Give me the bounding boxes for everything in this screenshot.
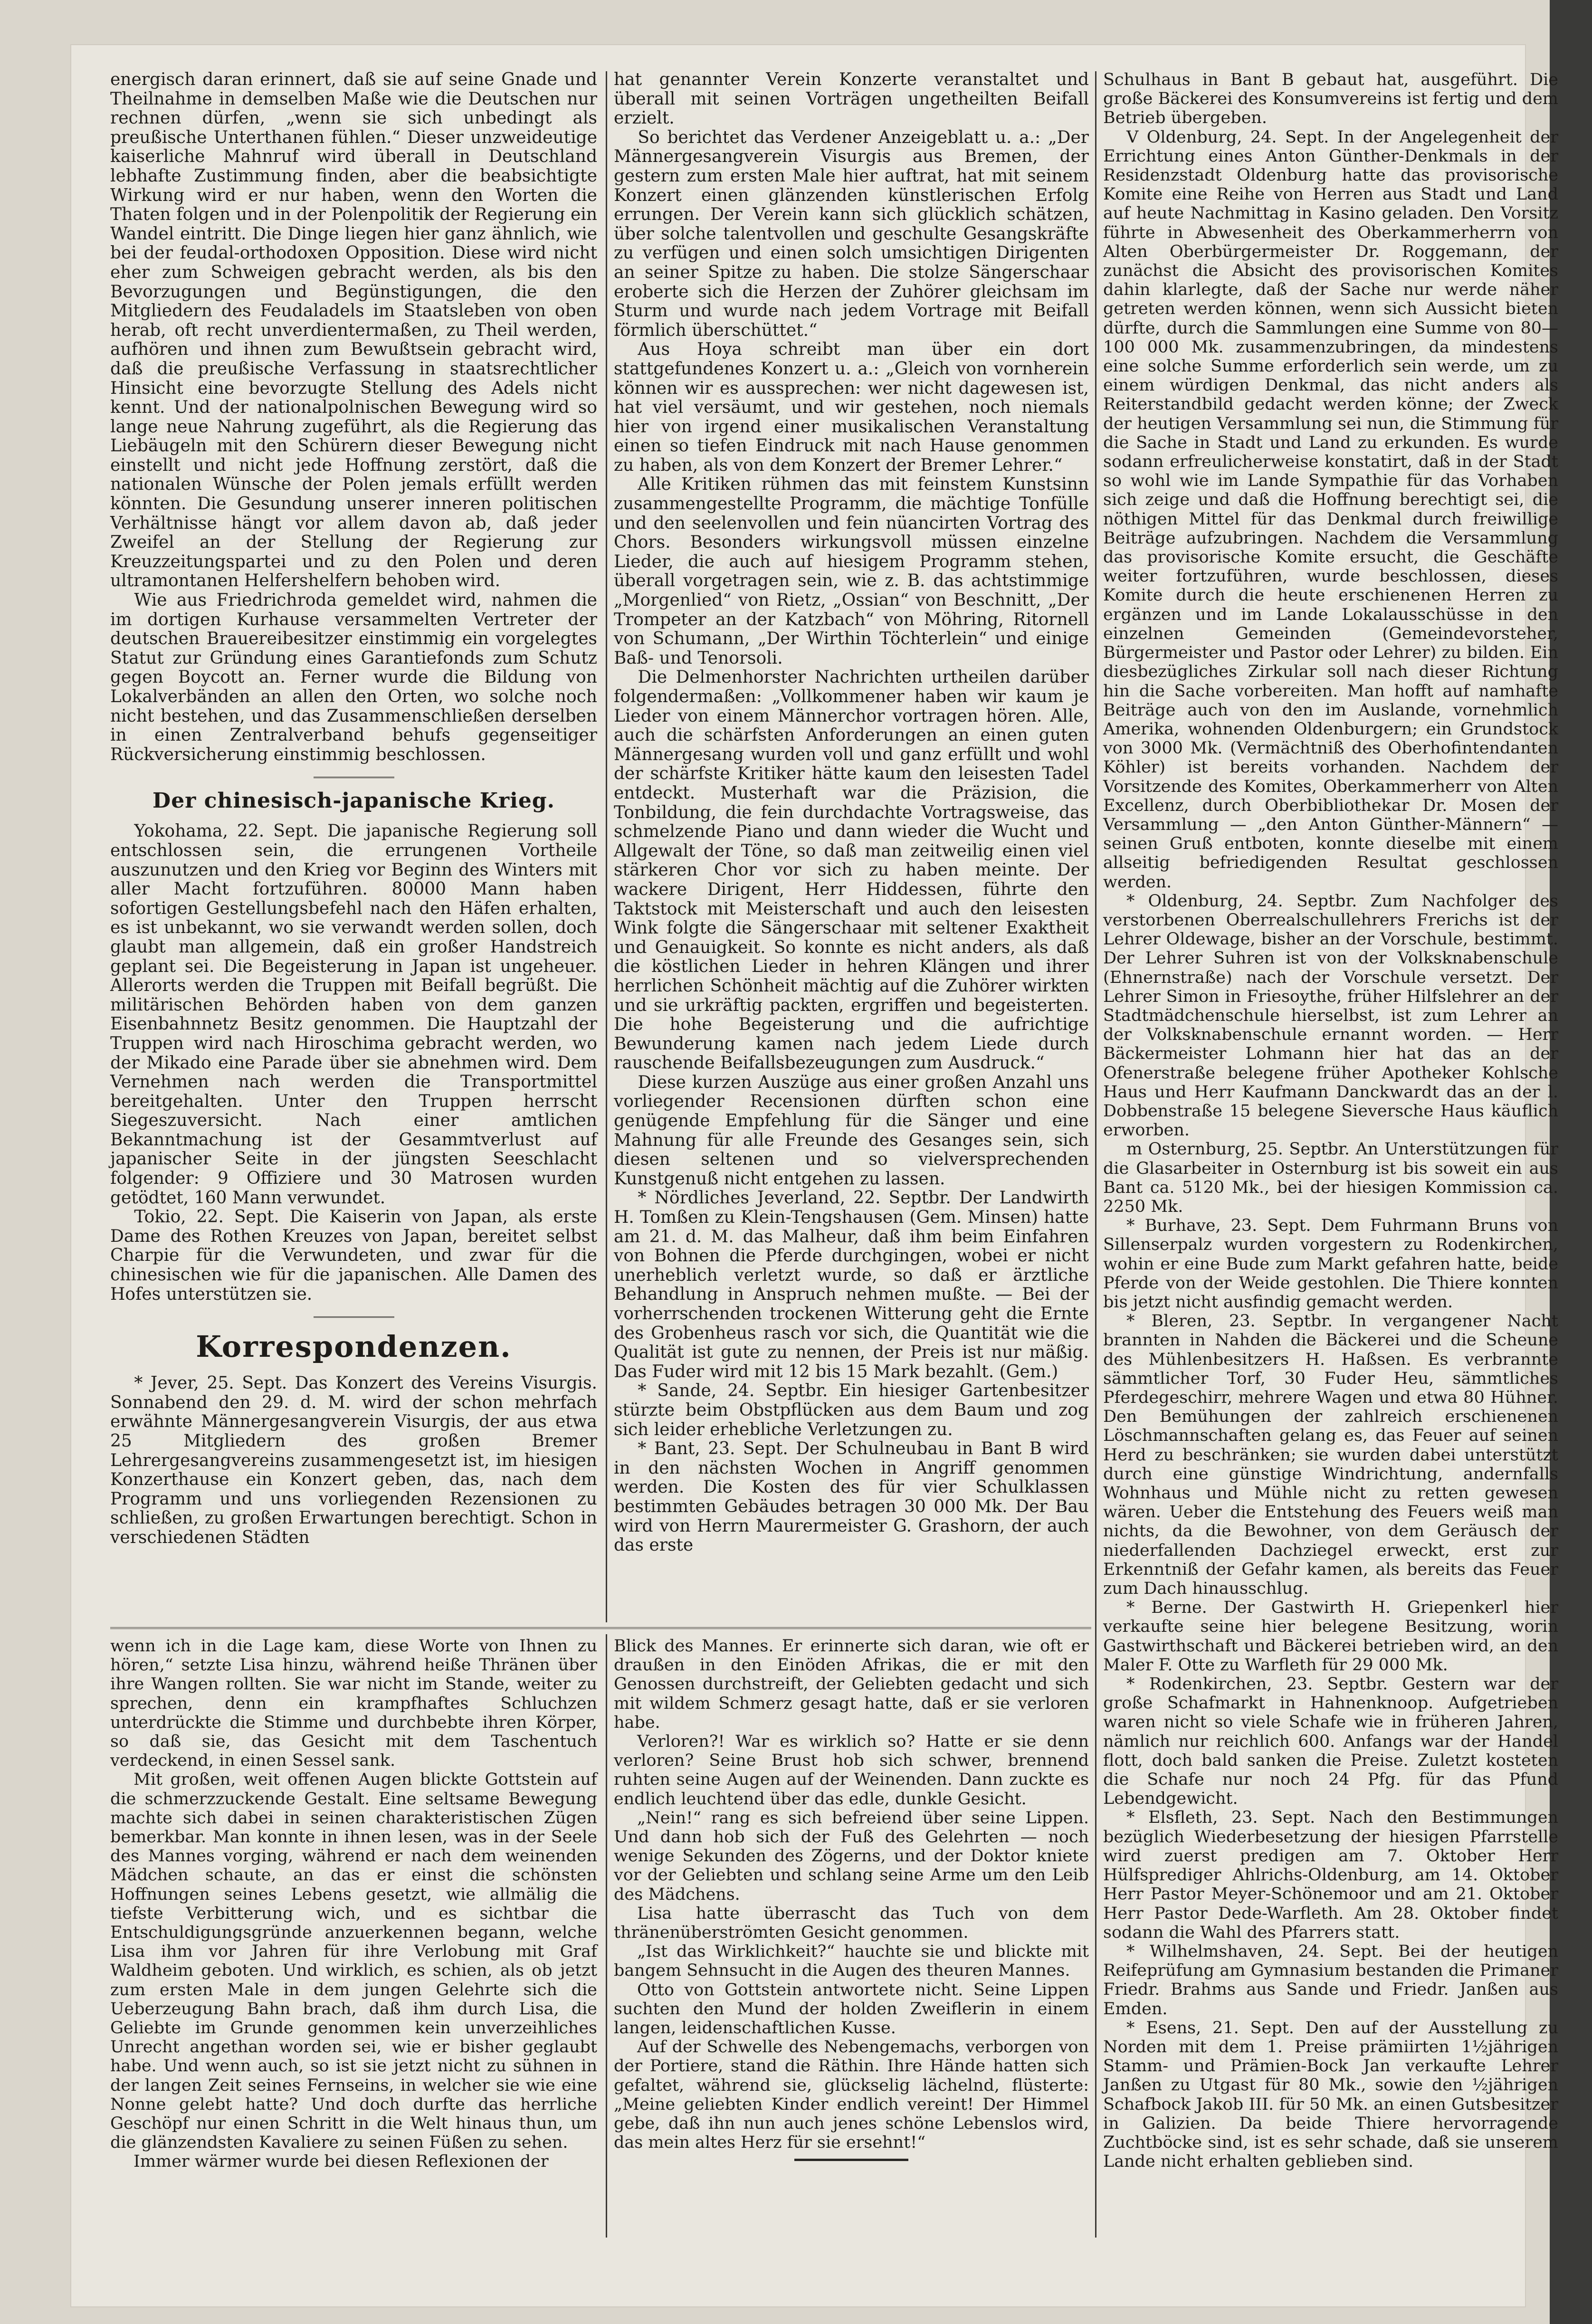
feuilleton-paragraph: Otto von Gottstein antwortete nicht. Seine Lippen suchten den Mund der holden Zweiflerin in einem langen, leidenschaftlichen Kusse. bbox=[614, 1980, 1089, 2038]
article-esens: * Esens, 21. Sept. Den auf der Ausstellung zu Norden mit dem 1. Preise prämiirten 1½jährigen Stamm- und Prämien-Bock Jan verkaufte Lehrer Janßen zu Utgast für 80 Mk., sowie den ½jährigen Schafbock Jakob III. für 50 Mk. an einen Gutsbesitzer in Galizien. Da beide Thiere hervorragende Zuchtböcke sind, ist es sehr schade, daß sie unserem Lande nicht erhalten geblieben sind. bbox=[1103, 2018, 1558, 2172]
article-hoya: Aus Hoya schreibt man über ein dort stattgefundenes Konzert u. a.: „Gleich von vornherein können wir es aussprechen: wer nicht dagewesen ist, hat viel versäumt, und wir gestehen, noch niemals hier von irgend einer musikalischen Veranstaltung einen so tiefen Eindruck mit nach Hause genommen zu haben, als von dem Konzert der Bremer Lehrer.“ bbox=[614, 340, 1089, 475]
feuilleton-paragraph: „Nein!“ rang es sich befreiend über seine Lippen. Und dann hob sich der Fuß des Gelehrten — noch wenige Sekunden des Zögerns, und der Doktor kniete vor der Geliebten und schlang seine Arme um den Leib des Mädchens. bbox=[614, 1808, 1089, 1904]
column-rule bbox=[606, 1634, 607, 2238]
feuilleton-paragraph: Verloren?! War es wirklich so? Hatte er sie denn verloren? Seine Brust hob sich schwer, brennend ruhten seine Augen auf der Weinenden. Dann zuckte es endlich leuchtend über das edle, dunkle Gesicht. bbox=[614, 1732, 1089, 1809]
article-verden: So berichtet das Verdener Anzeigeblatt u. a.: „Der Männergesangverein Visurgis aus Bremen, der gestern zum ersten Male hier auftrat, hat mit seinem Konzert einen glänzenden künstlerischen Erfolg errungen. Der Verein kann sich glücklich schätzen, über solche talentvollen und geschulte Gesangskräfte zu verfügen und einen solch umsichtigen Dirigenten an seiner Spitze zu haben. Die stolze Sängerschaar eroberte sich die Herzen der Zuhörer gleichsam im Sturm und wurde nach jedem Vortrage mit Beifall förmlich überschüttet.“ bbox=[614, 127, 1089, 340]
end-separator bbox=[794, 2159, 908, 2161]
column-3 bbox=[1103, 70, 1558, 2171]
article-tokio: Tokio, 22. Sept. Die Kaiserin von Japan, als erste Dame des Rothen Kreuzes von Japan, bereitet selbst Charpie für die Verwundeten, und zwar für die chinesischen wie für die japanischen. Alle Damen des Hofes unterstützen sie. bbox=[110, 1207, 597, 1304]
feuilleton-paragraph: wenn ich in die Lage kam, diese Worte von Ihnen zu hören,“ setzte Lisa hinzu, während heiße Thränen über ihre Wangen rollten. Sie war nicht im Stande, weiter zu sprechen, denn ein krampfhaftes Schluchzen unterdrückte die Stimme und durchbebte ihren Körper, so daß sie, das Gesicht mit dem Taschentuch verdeckend, in einen Sessel sank. bbox=[110, 1637, 597, 1771]
article-oldenburg-teachers: * Oldenburg, 24. Septbr. Zum Nachfolger des verstorbenen Oberrealschullehrers Frerichs ist der Lehrer Oldewage, bisher an der Vorschule, bestimmt. Der Lehrer Suhren ist von der Volksknabenschule (Ehnernstraße) nach der Vorschule versetzt. Der Lehrer Simon in Friesoythe, früher Hilfslehrer an der Stadtmädchenschule hierselbst, ist zum Lehrer an der Volksknabenschule ernannt worden. — Herr Bäckermeister Lohmann hier hat das an der Ofenerstraße belegene früher Apotheker Kohlsche Haus und Herr Kaufmann Danckwardt das an der l. Dobbenstraße 15 belegene Sieversche Haus käuflich erworben. bbox=[1103, 891, 1558, 1140]
article-jeverland: * Nördliches Jeverland, 22. Septbr. Der Landwirth H. Tomßen zu Klein-Tengshausen (Gem. Minsen) hatte am 21. d. M. das Malheur, daß ihm beim Einfahren von Bohnen die Pferde durchgingen, wobei er nicht unerheblich verletzt wurde, so daß er ärztliche Behandlung in Anspruch nehmen mußte. — Bei der vorherrschenden trockenen Witterung geht die Ernte des Grobenheus rasch vor sich, die Quantität wie die Qualität ist gute zu nennen, der Preis ist nur mäßig. Das Fuder wird mit 12 bis 15 Mark bezahlt. (Gem.) bbox=[614, 1188, 1089, 1381]
article-osternburg: m Osternburg, 25. Septbr. An Unterstützungen für die Glasarbeiter in Osternburg ist bis soweit ein aus Bant ca. 5120 Mk., bei der hiesigen Kommission ca. 2250 Mk. bbox=[1103, 1140, 1558, 1216]
feuilleton-column-2 bbox=[614, 1637, 1089, 2166]
feuilleton-paragraph: „Ist das Wirklichkeit?“ hauchte sie und blickte mit bangem Sehnsucht in die Augen des theuren Mannes. bbox=[614, 1942, 1089, 1981]
column-2 bbox=[614, 70, 1089, 1555]
section-separator bbox=[314, 777, 394, 778]
article-burhave: * Burhave, 23. Sept. Dem Fuhrmann Bruns von Sillenserpalz wurden vorgestern zu Rodenkirchen, wohin er eine Bude zum Markt gefahren hatte, beide Pferde von der Weide gestohlen. Die Thiere konnten bis jetzt nicht ausfindig gemacht werden. bbox=[1103, 1216, 1558, 1312]
section-separator bbox=[314, 1316, 394, 1318]
article-bleren: * Bleren, 23. Septbr. In vergangener Nacht brannten in Nahden die Bäckerei und die Scheune des Mühlenbesitzers H. Haßsen. Es verbrannte sämmtlicher Torf, 30 Fuder Heu, sämmtliches Pferdegeschirr, mehrere Wagen und etwa 80 Hühner. Den Bemühungen der zahlreich erschienenen Löschmannschaften gelang es, das Feuer auf seinen Herd zu beschränken; sie wurden dabei unterstützt durch eine günstige Windrichtung, andernfalls Wohnhaus und Mühle nicht zu retten gewesen wären. Ueber die Entstehung des Feuers weiß man nichts, da die Bewohner, von dem Geräusch der niederfallenden Dachziegel erweckt, erst zur Erkenntniß der Gefahr kamen, als bereits das Feuer zum Dach hinausschlug. bbox=[1103, 1312, 1558, 1599]
column-rule bbox=[1095, 71, 1096, 2238]
article-critics: Alle Kritiken rühmen das mit feinstem Kunstsinn zusammengestellte Programm, die mächtige Tonfülle und den seelenvollen und fein nüancirten Vortrag des Chors. Besonders wirkungsvoll müssen einzelne Lieder, die auch auf hiesigem Programm stehen, überall vorgetragen sein, wie z. B. das achtstimmige „Morgenlied“ von Rietz, „Ossian“ von Beschnitt, „Der Trompeter an der Katzbach“ von Möhring, Ritornell von Schumann, „Der Wirthin Töchterlein“ und einige Baß- und Tenorsoli. bbox=[614, 475, 1089, 668]
column-1 bbox=[110, 70, 597, 1548]
article-bant: * Bant, 23. Sept. Der Schulneubau in Bant B wird in den nächsten Wochen in Angriff genommen werden. Die Kosten des für vier Schulklassen bestimmten Gebäudes betragen 30 000 Mk. Der Bau wird von Herrn Maurermeister G. Grashorn, der auch das erste bbox=[614, 1439, 1089, 1555]
article-rodenkirchen: * Rodenkirchen, 23. Septbr. Gestern war der große Schafmarkt in Hahnenknoop. Aufgetrieben waren nicht so viele Schafe wie in früheren Jahren, nämlich nur reichlich 600. Anfangs war der Handel flott, doch bald sanken die Preise. Zuletzt kosteten die Schafe nur noch 24 Pfg. für das Pfund Lebendgewicht. bbox=[1103, 1675, 1558, 1809]
column-rule bbox=[606, 71, 607, 1622]
feuilleton-paragraph: Lisa hatte überrascht das Tuch von dem thränenüberströmten Gesicht genommen. bbox=[614, 1904, 1089, 1943]
article-brewers: Wie aus Friedrichroda gemeldet wird, nahmen die im dortigen Kurhause versammelten Vertreter der deutschen Brauereibesitzer einstimmig ein vorgelegtes Statut zur Gründung eines Garantiefonds zum Schutz gegen Boycott an. Ferner wurde die Bildung von Lokalverbänden an allen den Orten, wo solche noch nicht bestehen, und das Zusammenschließen derselben in einen Zentralverband behufs gegenseitiger Rückversicherung einstimmig beschlossen. bbox=[110, 591, 597, 764]
feuilleton-paragraph: Mit großen, weit offenen Augen blickte Gottstein auf die schmerzzuckende Gestalt. Eine seltsame Bewegung machte sich dabei in seinen charakteristischen Zügen bemerkbar. Man konnte in ihnen lesen, was in der Seele des Mannes vorging, während er nach dem weinenden Mädchen schaute, an das er einst die schönsten Hoffnungen seines Lebens gesetzt, wie allmälig die tiefste Verbitterung wich, und es sichtbar die Entschuldigungsgründe anzuerkennen begann, welche Lisa ihm vor Jahren für ihre Verlobung mit Graf Waldheim geboten. Und wirklich, es schien, als ob jetzt zum ersten Male in dem jungen Gelehrte sich die Ueberzeugung Bahn brach, daß ihm durch Lisa, die Geliebte im Grunde genommen kein unverzeihliches Unrecht angethan worden sei, wie er bisher geglaubt habe. Und wenn auch, so ist sie jetzt nicht zu sühnen in der langen Zeit seines Fernseins, in welcher sie wie eine Nonne gelebt hatte? Und doch durfte das herrliche Geschöpf nur einen Schritt in die Welt hinaus thun, um die glänzendsten Kavaliere zu seinen Füßen zu sehen. bbox=[110, 1770, 597, 2153]
article-polish-politics: energisch daran erinnert, daß sie auf seine Gnade und Theilnahme in demselben Maße wie die Deutschen nur rechnen dürfen, „wenn sie sich unbedingt als preußische Unterthanen fühlen.“ Dieser unzweideutige kaiserliche Mahnruf wird überall in Deutschland lebhafte Zustimmung finden, aber die beabsichtigte Wirkung wird er nur haben, wenn den Worten die Thaten folgen und in der Polenpolitik der Regierung ein Wandel eintritt. Die Dinge liegen hier ganz ähnlich, wie bei der feudal-orthodoxen Opposition. Diese wird nicht eher zum Schweigen gebracht werden, als bis den Bevorzugungen und Begünstigungen, die den Mitgliedern des Feudaladels im Staatsleben von oben herab, oft recht unverdientermaßen, zu Theil werden, aufhören und ihnen zum Bewußtsein gebracht wird, daß die preußische Verfassung in staatsrechtlicher Hinsicht eine bevorzugte Stellung des Adels nicht kennt. Und der nationalpolnischen Bewegung wird so lange neue Nahrung zugeführt, als die Regierung das Liebäugeln mit den Schürern dieser Bewegung nicht einstellt und nicht jede Hoffnung zerstört, daß die nationalen Wünsche der Polen jemals erfüllt werden könnten. Die Gesundung unserer inneren politischen Verhältnisse hängt vor allem davon ab, daß jeder Zweifel an der Stellung der Regierung zur Kreuzzeitungspartei und zu den Polen und deren ultramontanen Helfershelfern behoben wird. bbox=[110, 70, 597, 591]
article-elsfleth: * Elsfleth, 23. Sept. Nach den Bestimmungen bezüglich Wiederbesetzung der hiesigen Pfarrstelle wird zuerst predigen am 7. Oktober Herr Hülfsprediger Ahlrichs-Oldenburg, am 14. Oktober Herr Pastor Meyer-Schönemoor und am 21. Oktober Herr Pastor Dede-Warfleth. Am 28. Oktober findet sodann die Wahl des Pfarrers statt. bbox=[1103, 1808, 1558, 1942]
feuilleton-divider bbox=[110, 1627, 1091, 1629]
article-oldenburg-monument: V Oldenburg, 24. Sept. In der Angelegenheit der Errichtung eines Anton Günther-Denkmals in der Residenzstadt Oldenburg hatte das provisorische Komite eine Reihe von Herren aus Stadt und Land auf heute Nachmittag in Kasino geladen. Den Vorsitz führte in Abwesenheit des Oberkammerherrn von Alten Oberbürgermeister Dr. Roggemann, der zunächst die Absicht des provisorischen Komites dahin klarlegte, daß der Sache nur werde näher getreten werden können, wenn sich Aussicht bieten dürfte, durch die Sammlungen eine Summe von 80—100 000 Mk. zusammenzubringen, da mindestens eine solche Summe erforderlich sein werde, um zu einem würdigen Denkmal, das nicht anders als Reiterstandbild gedacht werden könne; der Zweck der heutigen Versammlung sei nun, die Stimmung für die Sache in Stadt und Land zu erkunden. Es wurde sodann erfreulicherweise konstatirt, daß in der Stadt so wohl wie im Lande Sympathie für das Vorhaben sich zeige und daß die Hoffnung berechtigt sei, die nöthigen Mittel für das Denkmal durch freiwillige Beiträge aufzubringen. Nachdem die Versammlung das provisorische Komite ersucht, die Geschäfte weiter fortzuführen, wurde beschlossen, dieses Komite durch die heute erschienenen Herren zu ergänzen und im Lande Lokalausschüsse in den einzelnen Gemeinden (Gemeindevorsteher, Bürgermeister und Pastor oder Lehrer) zu bilden. Ein diesbezügliches Zirkular soll nach dieser Richtung hin die Sache vorbereiten. Man hofft auf namhafte Beiträge auch von den im Auslande, vornehmlich Amerika, wohnenden Oldenburgern; ein Grundstock von 3000 Mk. (Vermächtniß des Oberhofintendanten Köhler) ist bereits vorhanden. Nachdem der Vorsitzende des Komites, Oberkammerherr von Alten Excellenz, durch Oberbibliothekar Dr. Mosen der Versammlung — „den Anton Günther-Männern“ — seinen Gruß entboten, konnte dieselbe mit einem allseitig befriedigenden Resultat geschlossen werden. bbox=[1103, 127, 1558, 892]
article-visurgis-intro: hat genannter Verein Konzerte veranstaltet und überall mit seinen Vorträgen ungetheilten Beifall erzielt. bbox=[614, 70, 1089, 128]
article-berne: * Berne. Der Gastwirth H. Griepenkerl hier verkaufte seine hier belegene Besitzung, worin Gastwirthschaft und Bäckerei betrieben wird, an den Maler F. Otte zu Warfleth für 29 000 Mk. bbox=[1103, 1598, 1558, 1675]
feuilleton-column-1 bbox=[110, 1637, 597, 2172]
feuilleton-paragraph: Blick des Mannes. Er erinnerte sich daran, wie oft er draußen in den Einöden Afrikas, die er mit den Genossen durchstreift, der Geliebten gedacht und sich mit wildem Schmerz gesagt hatte, daß er sie verloren habe. bbox=[614, 1637, 1089, 1732]
article-sande: * Sande, 24. Septbr. Ein hiesiger Gartenbesitzer stürzte beim Obstpflücken aus dem Baum und zog sich leider erhebliche Verletzungen zu. bbox=[614, 1381, 1089, 1439]
article-jever: * Jever, 25. Sept. Das Konzert des Vereins Visurgis. Sonnabend den 29. d. M. wird der schon mehrfach erwähnte Männergesangverein Visurgis, der aus etwa 25 Mitgliedern des großen Bremer Lehrergesangvereins zusammengesetzt ist, im hiesigen Konzerthause ein Konzert geben, das, nach dem Programm und uns vorliegenden Rezensionen zu schließen, zu großen Erwartungen berechtigt. Schon in verschiedenen Städten bbox=[110, 1373, 597, 1547]
feuilleton-paragraph: Auf der Schwelle des Nebengemachs, verborgen von der Portiere, stand die Räthin. Ihre Hände hatten sich gefaltet, während sie, glückselig lächelnd, flüsterte: „Meine geliebten Kinder endlich vereint! Der Himmel gebe, daß ihn nun auch jenes schöne Lebenslos wird, das mein altes Herz für sie ersehnt!“ bbox=[614, 2038, 1089, 2153]
feuilleton-paragraph: Immer wärmer wurde bei diesen Reflexionen der bbox=[133, 2152, 549, 2172]
article-bant-cont: Schulhaus in Bant B gebaut hat, ausgeführt. Die große Bäckerei des Konsumvereins ist fertig und dem Betrieb übergeben. bbox=[1103, 70, 1558, 128]
article-summary: Diese kurzen Auszüge aus einer großen Anzahl uns vorliegender Recensionen dürften schon eine genügende Empfehlung für die Sänger und eine Mahnung für alle Freunde des Gesanges sein, sich diesen seltenen und so vielversprechenden Kunstgenuß nicht entgehen zu lassen. bbox=[614, 1072, 1089, 1189]
article-wilhelmshaven: * Wilhelmshaven, 24. Sept. Bei der heutigen Reifeprüfung am Gymnasium bestanden die Primaner Friedr. Brahms aus Sande und Friedr. Janßen aus Emden. bbox=[1103, 1942, 1558, 2019]
heading-sino-japanese-war: Der chinesisch-japanische Krieg. bbox=[153, 789, 555, 813]
heading-correspondence: Korrespondenzen. bbox=[196, 1329, 512, 1364]
article-yokohama: Yokohama, 22. Sept. Die japanische Regierung soll entschlossen sein, die errungenen Vortheile auszunutzen und den Krieg vor Beginn des Winters mit aller Macht fortzuführen. 80000 Mann haben sofortigen Gestellungsbefehl nach den Häfen erhalten, es ist unbekannt, wo sie verwandt werden sollen, doch glaubt man allgemein, daß ein großer Handstreich geplant sei. Die Begeisterung in Japan ist ungeheuer. Allerorts werden die Truppen mit Beifall begrüßt. Die militärischen Behörden haben von dem ganzen Eisenbahnnetz Besitz genommen. Die Hauptzahl der Truppen wird nach Hiroschima gebracht werden, wo der Mikado eine Parade über sie abnehmen wird. Dem Vernehmen nach werden die Transportmittel bereitgehalten. Unter den Truppen herrscht Siegeszuversicht. Nach einer amtlichen Bekanntmachung ist der Gesammtverlust auf japanischer Seite in der jüngsten Seeschlacht folgender: 9 Offiziere und 30 Matrosen wurden getödtet, 160 Mann verwundet. bbox=[110, 821, 597, 1208]
article-delmenhorst: Die Delmenhorster Nachrichten urtheilen darüber folgendermaßen: „Vollkommener haben wir kaum je Lieder von einem Männerchor vortragen hören. Alle, auch die schärfsten Anforderungen an einen guten Männergesang wurden voll und ganz erfüllt und wohl der schärfste Kritiker hätte kaum den leisesten Tadel entdeckt. Musterhaft war die Präzision, die Tonbildung, die fein durchdachte Vortragsweise, das schmelzende Piano und dann wieder die Wucht und Allgewalt der Töne, so daß man zeitweilig einen viel stärkeren Chor vor sich zu haben meinte. Der wackere Dirigent, Herr Hiddessen, führte den Taktstock mit Meisterschaft und auch den leisesten Wink folgte die Sängerschaar mit seltener Exaktheit und Genauigkeit. So konnte es nicht anders, als daß die köstlichen Lieder in hehren Klängen und ihrer herrlichen Schönheit mächtig auf die Zuhörer wirkten und sie urkräftig packten, ergriffen und begeisterten. Die hohe Begeisterung und die aufrichtige Bewunderung kamen nach jedem Liede durch rauschende Beifallsbezeugungen zum Ausdruck.“ bbox=[614, 667, 1089, 1073]
